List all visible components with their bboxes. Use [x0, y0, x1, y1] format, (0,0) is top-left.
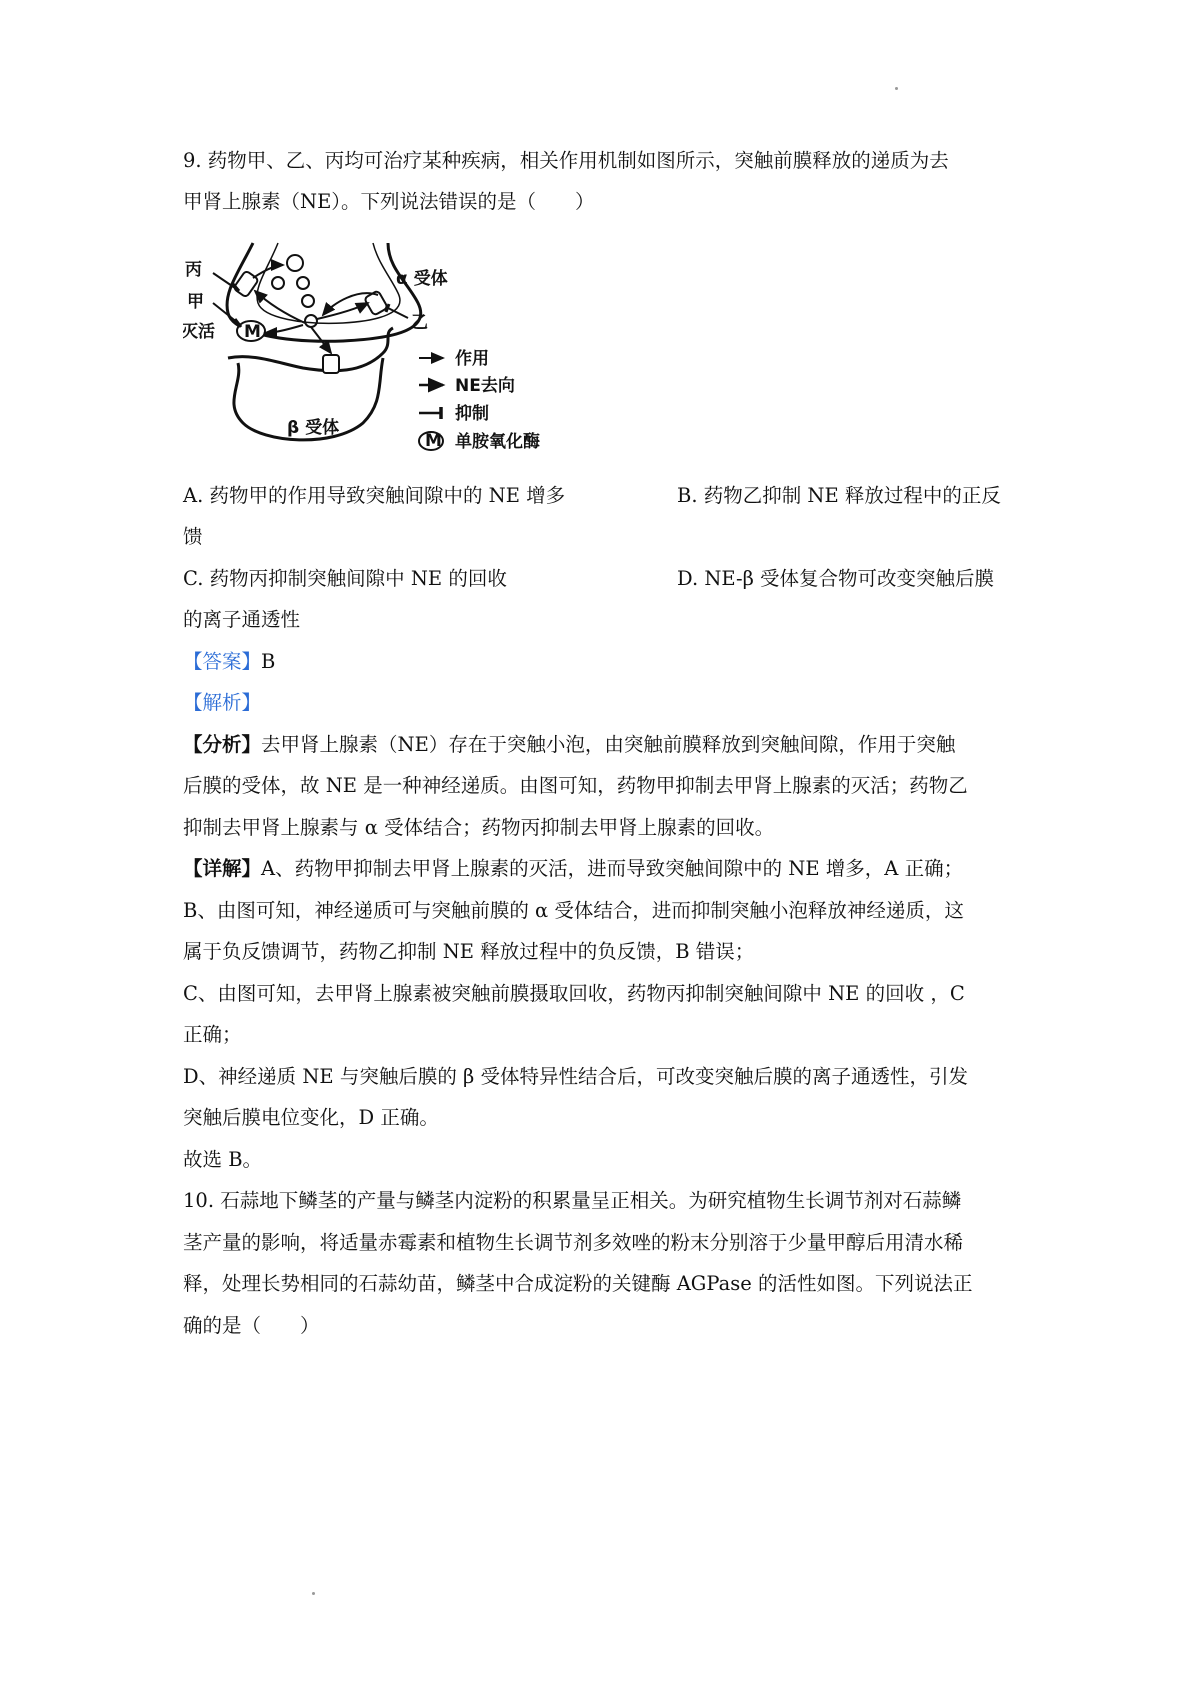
- label-miehuo: 灭活: [183, 322, 215, 342]
- q10-line4: 确的是（ ）: [183, 1314, 320, 1337]
- xiangjie-line6: D、神经递质 NE 与突触后膜的 β 受体特异性结合后，可改变突触后膜的离子通透性，引发: [183, 1065, 968, 1088]
- answer-tag: 【答案】: [183, 650, 262, 673]
- xiangjie-text: A、药物甲抑制去甲肾上腺素的灭活，进而导致突触间隙中的 NE 增多，A 正确；: [261, 857, 964, 880]
- synapse-diagram: [183, 233, 583, 461]
- answer-line: [183, 648, 275, 676]
- mao-enzyme-symbol: M: [244, 322, 261, 342]
- option-d: D. NE-β 受体复合物可改变突触后膜: [677, 567, 995, 590]
- option-b-cont: 馈: [183, 525, 203, 548]
- legend-text: 抑制: [455, 404, 489, 424]
- label-bing: 丙: [185, 260, 202, 280]
- legend-text: NE去向: [455, 376, 515, 396]
- vesicle: [297, 277, 309, 289]
- q9-stem-line1: 9. 药物甲、乙、丙均可治疗某种疾病，相关作用机制如图所示，突触前膜释放的递质为去: [183, 149, 949, 172]
- scan-speck-top: [895, 87, 898, 90]
- fenxi-text: 去甲肾上腺素（NE）存在于突触小泡，由突触前膜释放到突触间隙，作用于突触: [261, 733, 956, 756]
- option-c: C. 药物丙抑制突触间隙中 NE 的回收: [183, 567, 507, 590]
- q10-line2: 茎产量的影响，将适量赤霉素和植物生长调节剂多效唑的粉末分别溶于少量甲醇后用清水稀: [183, 1231, 964, 1254]
- xiangjie-line3: 属于负反馈调节，药物乙抑制 NE 释放过程中的负反馈，B 错误；: [183, 940, 755, 963]
- fenxi-line2: 后膜的受体，故 NE 是一种神经递质。由图可知，药物甲抑制去甲肾上腺素的灭活；药物乙: [183, 774, 968, 797]
- legend-text: 单胺氧化酶: [455, 432, 540, 452]
- xiangjie-line2: B、由图可知，神经递质可与突触前膜的 α 受体结合，进而抑制突触小泡释放神经递质，这: [183, 899, 964, 922]
- option-d-cont: 的离子通透性: [183, 608, 301, 631]
- vesicle: [272, 277, 284, 289]
- label-jia: 甲: [187, 292, 204, 312]
- label-alpha-receptor: α 受体: [396, 269, 448, 289]
- q10-line3: 释，处理长势相同的石蒜幼苗，鳞茎中合成淀粉的关键酶 AGPase 的活性如图。下列说法正: [183, 1272, 973, 1295]
- xiangjie-line7: 突触后膜电位变化，D 正确。: [183, 1106, 439, 1129]
- vesicle: [287, 255, 303, 271]
- xiangjie-line5: 正确；: [183, 1023, 242, 1046]
- option-a: A. 药物甲的作用导致突触间隙中的 NE 增多: [183, 484, 566, 507]
- analysis-tag: 【解析】: [183, 691, 262, 714]
- label-yi: 乙: [411, 313, 428, 333]
- legend-text: 作用: [455, 349, 489, 369]
- synapse-diagram-svg: [183, 233, 583, 461]
- fenxi-line3: 抑制去甲肾上腺素与 α 受体结合；药物丙抑制去甲肾上腺素的回收。: [183, 816, 775, 839]
- beta-receptor: [323, 355, 339, 373]
- q10-line1: 10. 石蒜地下鳞茎的产量与鳞茎内淀粉的积累量呈正相关。为研究植物生长调节剂对石蒜鳞: [183, 1189, 962, 1212]
- xiangjie-tag: 【详解】: [183, 857, 262, 880]
- conclusion: 故选 B。: [183, 1148, 263, 1171]
- ne-molecule: [305, 315, 317, 327]
- legend-enzyme-symbol: M: [425, 431, 442, 451]
- answer-value: B: [261, 650, 276, 673]
- q9-stem-line2: 甲肾上腺素（NE）。下列说法错误的是（ ）: [183, 190, 595, 213]
- fenxi-line1: [183, 731, 955, 759]
- vesicle: [302, 295, 314, 307]
- scan-speck-bottom: [312, 1592, 315, 1595]
- diagram-legend: [419, 348, 540, 452]
- fenxi-tag: 【分析】: [183, 733, 262, 756]
- xiangjie-line4: C、由图可知，去甲肾上腺素被突触前膜摄取回收，药物丙抑制突触间隙中 NE 的回收 ，C: [183, 982, 965, 1005]
- xiangjie-line1: [183, 855, 963, 883]
- option-b: B. 药物乙抑制 NE 释放过程中的正反: [677, 484, 1001, 507]
- label-beta-receptor: β 受体: [287, 418, 340, 438]
